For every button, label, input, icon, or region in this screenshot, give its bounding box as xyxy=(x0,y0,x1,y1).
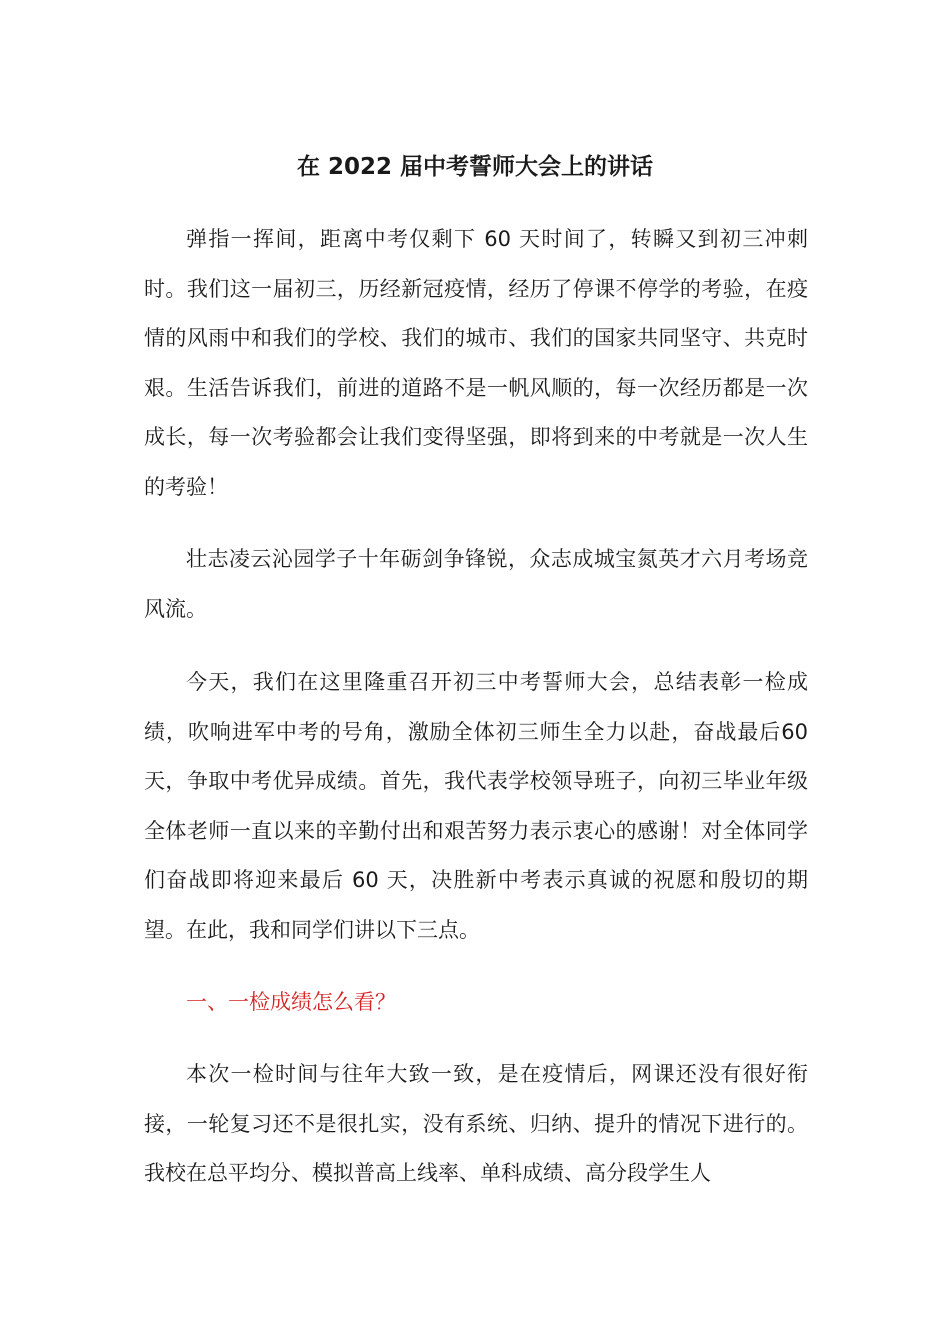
section-heading-one: 一、一检成绩怎么看？ xyxy=(186,990,396,1014)
document-title: 在 2022 届中考誓师大会上的讲话 xyxy=(296,154,654,180)
paragraph-intro: 弹指一挥间，距离中考仅剩下 60 天时间了，转瞬又到初三冲刺时。我们这一届初三，历经新冠疫情，经历了停课不停学的考验，在疫情的风雨中和我们的学校、我们的城市、我们的国家共同坚守、共克时艰。生活告诉我们，前进的道路不是一帆风顺的，每一次经历都是一次成长，每一次考验都会让我们变得坚强，即将到来的中考就是一次人生的考验！ xyxy=(144,227,808,499)
paragraph-slogan: 壮志凌云沁园学子十年砺剑争锋锐，众志成城宝氮英才六月考场竞风流。 xyxy=(144,547,808,621)
paragraph-section-one: 本次一检时间与往年大致一致，是在疫情后，网课还没有很好衔接，一轮复习还不是很扎实，没有系统、归纳、提升的情况下进行的。我校在总平均分、模拟普高上线率、单科成绩、高分段学生人 xyxy=(144,1062,808,1185)
paragraph-today: 今天，我们在这里隆重召开初三中考誓师大会，总结表彰一检成绩，吹响进军中考的号角，激励全体初三师生全力以赴，奋战最后60 天，争取中考优异成绩。首先，我代表学校领导班子，向初三毕业年级全体老师一直以来的辛勤付出和艰苦努力表示衷心的感谢！对全体同学们奋战即将迎来最后 60 天，决胜新中考表示真诚的祝愿和殷切的期望。在此，我和同学们讲以下三点。 xyxy=(144,670,808,942)
